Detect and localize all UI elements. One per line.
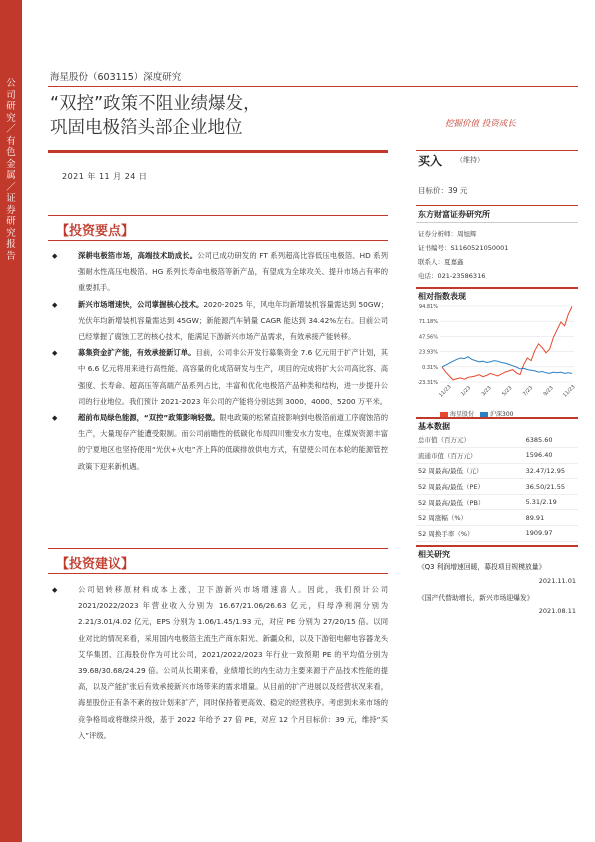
basic-data-header <box>416 417 578 431</box>
row-label: 52 周涨幅（%） <box>416 510 498 526</box>
related-report-2-date: 2021.08.11 <box>538 607 576 615</box>
table-row <box>416 432 578 448</box>
header-divider <box>48 86 578 87</box>
title-line-2: 巩固电极箔头部企业地位 <box>50 118 243 138</box>
row-value: 32.47/12.95 <box>498 463 578 479</box>
row-value: 5.31/2.19 <box>498 494 578 510</box>
diamond-icon: ◆ <box>52 586 58 594</box>
x-tick-label: 5/23 <box>501 385 514 398</box>
table-row <box>416 494 578 510</box>
bullet-text: 目前，公司非公开发行募集资金 7.6 亿元用于扩产计划，其中 6.6 亿元将用来进行高性能、高容量的化成箔研发与生产，项目的完成将扩大公司高比容、高强度、长寿命、超高压等高端产品系列占比，丰富和优化电极箔产品种类和结构，进一步提升公司的行业地位。我们预计 2021-2023 年公司的产能将分别达到 3000、4000、5200 万平米。 <box>78 348 388 406</box>
x-tick-label: 11/23 <box>438 384 453 399</box>
row-label: 52 周最高/最低（PB） <box>416 494 498 510</box>
bullet-heading: 超前布局绿色能源，“双控”政策影响轻微。 <box>78 413 220 423</box>
section-2-title: 【投资建议】 <box>56 557 135 572</box>
certificate-number: 证书编号：S1160521050001 <box>418 244 509 252</box>
y-tick-label: 47.56% <box>418 334 438 341</box>
legend-label-1: 海星股份 <box>450 411 475 418</box>
x-tick-label: 7/23 <box>521 385 535 398</box>
table-row <box>416 526 578 542</box>
row-value: 1596.40 <box>498 448 578 464</box>
bullet-text: 公司已成功研发的 FT 系列超高比容低压电极箔、HD 系列强耐水性高压电极箔、HG 系列长寿命电极箔等新产品，有望成为全球攻关、提升市场占有率的重要抓手。 <box>78 251 388 293</box>
related-report-1-date: 2021.11.01 <box>538 577 576 585</box>
basic-data-table <box>416 432 578 542</box>
highlights-list <box>52 248 388 475</box>
row-label: 52 周换手率（%） <box>416 526 498 542</box>
row-value: 1909.97 <box>498 526 578 542</box>
y-tick-label: 23.93% <box>418 349 438 356</box>
chart-svg <box>418 302 578 406</box>
title-underline <box>48 150 388 153</box>
basic-data-title: 基本数据 <box>418 422 450 431</box>
table-row <box>416 510 578 526</box>
rating-sub: （维持） <box>456 156 484 164</box>
y-tick-label: 0.31% <box>422 364 438 371</box>
bullet-heading: 深耕电极箔市场，高端技术助成长。 <box>78 251 198 260</box>
contact-person: 联系人：夏嘉鑫 <box>418 258 464 266</box>
list-item <box>52 410 388 475</box>
advice-list <box>52 582 388 744</box>
sidebar-text: 公司研究／有色金属／证券研究报告 <box>6 78 16 262</box>
slogan: 挖掘价值 投资成长 <box>445 119 516 129</box>
row-value: 89.91 <box>498 510 578 526</box>
y-tick-label: 71.18% <box>418 319 438 326</box>
row-label: 52 周最高/最低（元） <box>416 463 498 479</box>
diamond-icon: ◆ <box>52 349 58 358</box>
related-report-2[interactable]: 《国产代替助增长，新兴市场迎爆发》 <box>418 594 534 602</box>
related-research-title: 相关研究 <box>418 550 450 559</box>
report-title <box>50 92 261 140</box>
bullet-heading: 募集资金扩产能，有效承接新订单。 <box>78 348 196 358</box>
x-tick-label: 1/23 <box>459 385 473 398</box>
series-line-1 <box>442 307 572 380</box>
company-code: 海星股份（603115）深度研究 <box>50 72 182 83</box>
analyst-name: 证券分析师：周旭辉 <box>418 230 477 238</box>
bullet-text: 公司铝转移原材料成本上涨，卫下游新兴市场增速喜人。因此，我们预计公司 2021/2022/2023 年营业收入分别为 16.67/21.06/26.63 亿元，归母净利润分别为 2.21/3.01/4.02 亿元，EPS 分别为 1.06/1.45/1.93 元，对应 PE 分别为 27/20/15 倍。以同业对比的情况来看，采用国内电极箔主流生产商东阳光、新疆众和，以及下游铝电解电容器龙头艾华集团、江海股份作为可比公司，2021/2022/2023 年行业一致预期 PE 的平均值分别为 39.68/30.68/24.29 倍。公司从长期来看，业绩增长的内生动力主要来源于产品技术性能的提高，以及产能扩张后有效承接新兴市场带来的需求增量。从目前的扩产进展以及经营状况来看，海星股份正有条不紊的按计划来扩产，同时保持着更高效、稳定的经营秩序。考虑到未来市场的竞争格局或将继续升级，基于 2022 年给予 27 倍 PE，对应 12 个月目标价：39 元，维持“买入”评级。 <box>78 585 388 740</box>
rating-label: 买入 <box>418 154 443 168</box>
bullet-heading: 新兴市场增速快，公司掌握核心技术。 <box>78 299 204 309</box>
contact-phone: 电话：021-23586316 <box>418 272 486 280</box>
row-value: 6385.60 <box>498 432 578 448</box>
row-label: 总市值（百万元） <box>416 432 498 448</box>
section-investment-advice <box>48 548 388 574</box>
list-item <box>52 345 388 410</box>
left-sidebar <box>0 0 22 842</box>
right-divider <box>416 150 578 151</box>
target-price: 目标价：39 元 <box>418 186 468 195</box>
row-label: 流通市值（百万元） <box>416 448 498 464</box>
title-line-1: “双控”政策不阻业绩爆发， <box>50 94 261 114</box>
related-report-1[interactable]: 《Q3 利润增速回暖，募投项目规模放量》 <box>418 563 546 571</box>
diamond-icon: ◆ <box>52 252 58 260</box>
index-section-header <box>416 287 578 301</box>
related-research-header <box>416 545 578 559</box>
section-investment-highlights <box>48 215 388 241</box>
bullet-text: 2020-2025 年，风电年均新增装机容量需达到 50GW；光伏年均新增装机容量需达到 45GW；新能源汽车销量 CAGR 能达到 34.42%左右。目前公司已经掌握了腐蚀工艺的核心技术，能满足下游新兴市场产品需求，有效承接产能转移。 <box>78 299 388 342</box>
list-item <box>52 582 388 744</box>
list-item <box>52 297 388 346</box>
table-row <box>416 463 578 479</box>
x-tick-label: 9/23 <box>542 385 555 398</box>
table-row <box>416 448 578 464</box>
row-label: 52 周最高/最低（PE） <box>416 479 498 495</box>
bullet-text: 限电政策的松紧直接影响到电极箔前道工序腐蚀箔的生产，大量现存产能遭受限制。而公司前瞻性的低碳化布局四川雅安水力发电，在煤炭资源丰富的宁夏地区也坚持使用“光伏+火电”齐上阵的低碳排放供电方式，有望使公司在本轮的能源管控政策下迎来新机遇。 <box>78 413 389 471</box>
x-tick-label: 3/23 <box>480 385 493 398</box>
diamond-icon: ◆ <box>52 414 58 423</box>
diamond-icon: ◆ <box>52 300 58 309</box>
y-tick-label: -23.31% <box>418 380 438 386</box>
firm-name: 东方财富证券研究所 <box>418 210 490 219</box>
row-value: 36.50/21.55 <box>498 479 578 495</box>
section-1-title: 【投资要点】 <box>56 224 135 239</box>
index-section-title: 相对指数表现 <box>418 292 466 301</box>
table-row <box>416 479 578 495</box>
series-line-2 <box>442 357 572 374</box>
y-tick-label: 94.81% <box>418 304 438 310</box>
report-date: 2021 年 11 月 24 日 <box>62 172 148 181</box>
list-item <box>52 248 388 297</box>
legend-label-2: 沪深300 <box>490 411 514 418</box>
relative-index-chart <box>418 302 578 406</box>
x-tick-label: 11/23 <box>562 384 577 399</box>
